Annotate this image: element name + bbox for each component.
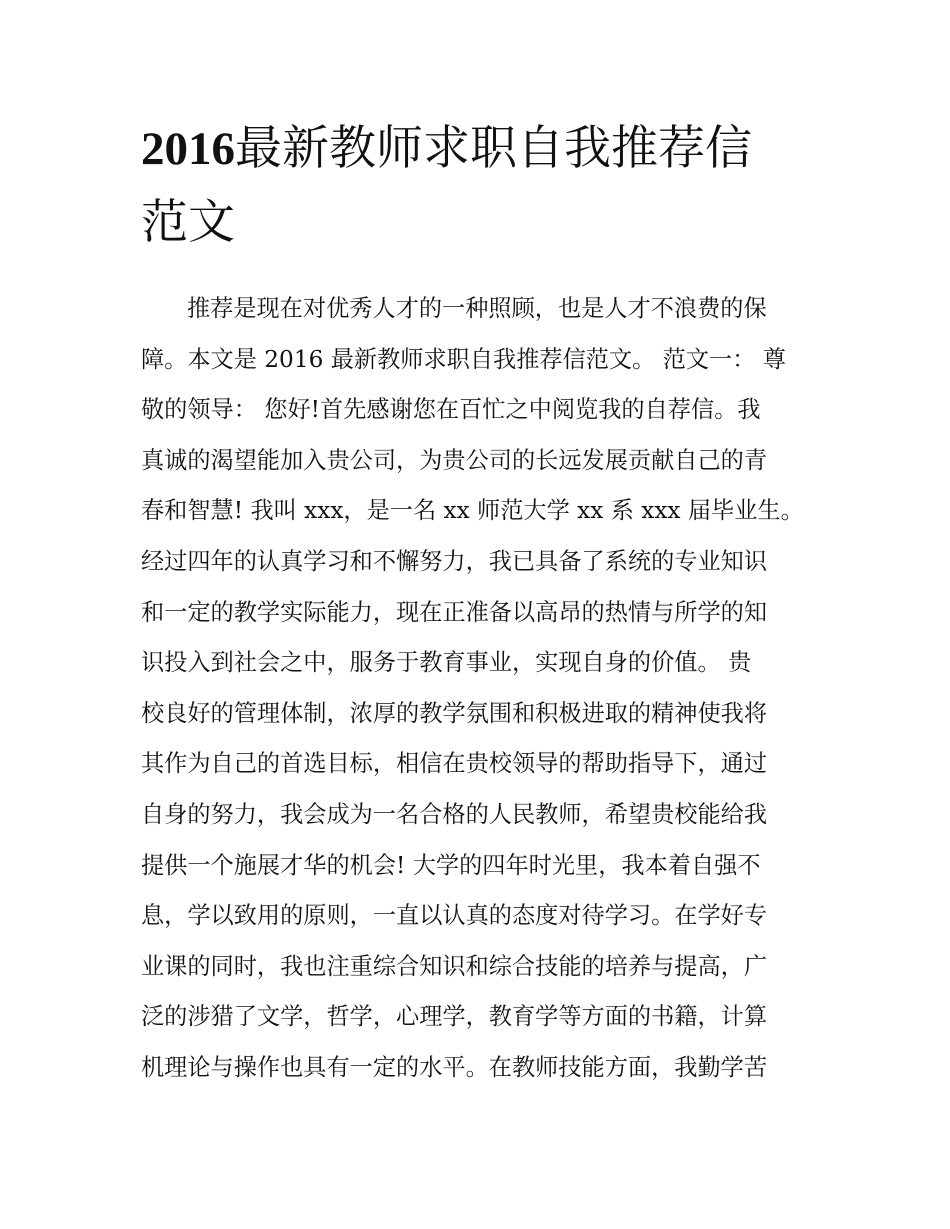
body-line: 自身的努力，我会成为一名合格的人民教师，希望贵校能给我: [141, 800, 768, 828]
body-line: 息，学以致用的原则，一直以认真的态度对待学习。在学好专: [141, 902, 768, 930]
body-line: 推荐是现在对优秀人才的一种照顾，也是人才不浪费的保: [187, 295, 767, 322]
body-line: 识投入到社会之中，服务于教育事业，实现自身的价值。 贵: [141, 649, 752, 677]
body-line: 机理论与操作也具有一定的水平。在教师技能方面，我勤学苦: [141, 1053, 768, 1081]
body-line: 泛的涉猎了文学，哲学，心理学，教育学等方面的书籍，计算: [141, 1003, 768, 1031]
body-line: 春和智慧! 我叫 xxx，是一名 xx 师范大学 xx 系 xxx 届毕业生。: [141, 497, 804, 525]
body-line: 敬的领导： 您好!首先感谢您在百忙之中阅览我的自荐信。我: [141, 396, 761, 424]
body-line: 校良好的管理体制，浓厚的教学氛围和积极进取的精神使我将: [141, 699, 768, 727]
document-title: [141, 112, 821, 259]
body-line: 真诚的渴望能加入贵公司，为贵公司的长远发展贡献自己的青: [141, 446, 768, 474]
body-line: 经过四年的认真学习和不懈努力，我已具备了系统的专业知识: [141, 547, 768, 575]
body-line: 其作为自己的首选目标，相信在贵校领导的帮助指导下，通过: [141, 750, 768, 778]
body-paragraph: [141, 284, 811, 1094]
title-text-line1: 最新教师求职自我推荐信: [235, 121, 752, 176]
body-line: 业课的同时，我也注重综合知识和综合技能的培养与提高，广: [141, 952, 768, 980]
body-line: 提供一个施展才华的机会! 大学的四年时光里，我本着自强不: [141, 851, 761, 879]
body-line: 障。本文是 2016 最新教师求职自我推荐信范文。 范文一： 尊: [141, 345, 786, 373]
title-text-line2: 范文: [141, 195, 235, 250]
body-line: 和一定的教学实际能力，现在正准备以高昂的热情与所学的知: [141, 598, 768, 626]
title-year: 2016: [141, 123, 235, 175]
